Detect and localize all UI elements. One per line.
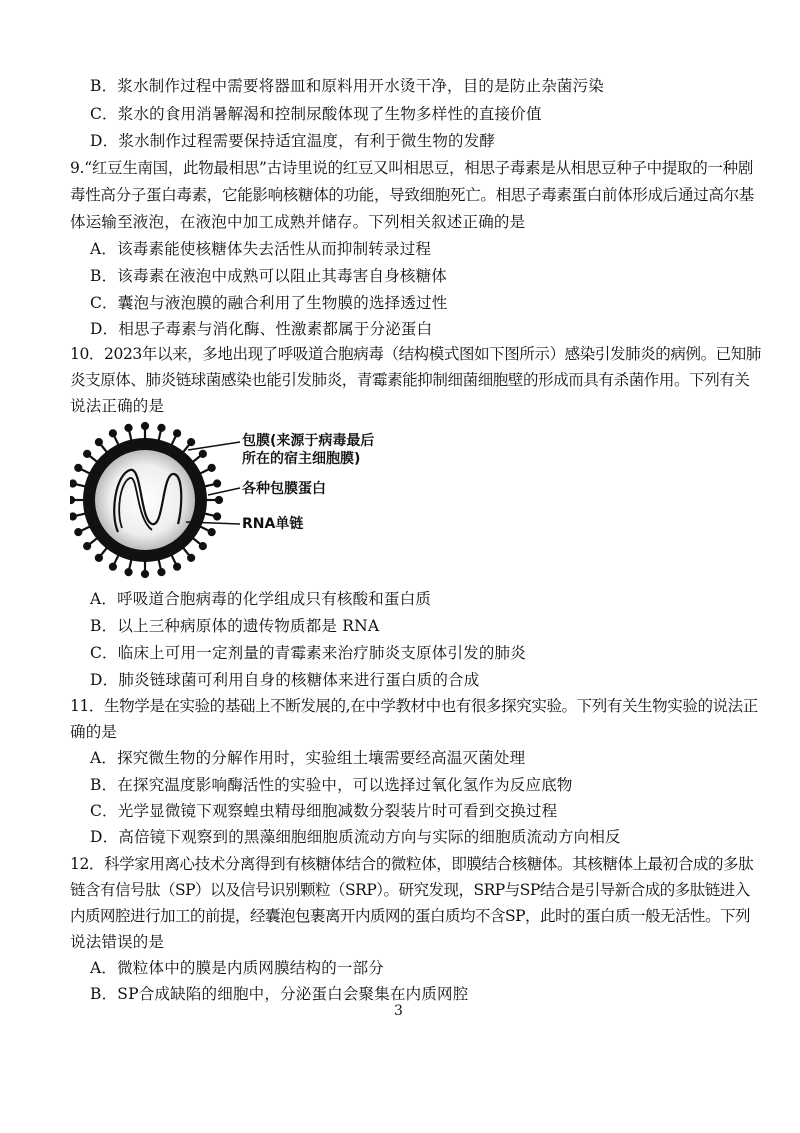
envelope-spike-tip <box>174 430 180 436</box>
envelope-spike-tip <box>200 451 206 457</box>
q9-option-c: C．囊泡与液泡膜的融合利用了生物膜的选择透过性 <box>90 294 448 312</box>
envelope-spike-tip <box>209 529 215 535</box>
protein-leader-line <box>208 488 240 495</box>
q10-option-d: D．肺炎链球菌可利用自身的核糖体来进行蛋白质的合成 <box>90 671 480 689</box>
envelope-spike-tip <box>70 513 76 519</box>
envelope-spike-tip <box>142 571 148 577</box>
envelope-spike-tip <box>110 564 116 570</box>
q10-option-c: C．临床上可用一定剂量的青霉素来治疗肺炎支原体引发的肺炎 <box>90 644 526 662</box>
envelope-spike-tip <box>209 465 215 471</box>
q12-option-b: B．SP合成缺陷的细胞中，分泌蛋白会聚集在内质网腔 <box>90 985 469 1003</box>
q11-stem-line: 确的是 <box>70 723 118 741</box>
q10-option-b: B．以上三种病原体的遗传物质都是 RNA <box>90 617 380 635</box>
virus-structure-figure <box>70 420 410 590</box>
envelope-spike-tip <box>96 555 102 561</box>
q9-option-d: D．相思子毒素与消化酶、性激素都属于分泌蛋白 <box>90 320 433 338</box>
q9-option-b: B．该毒素在液泡中成熟可以阻止其毒害自身核糖体 <box>90 267 447 285</box>
envelope-spike-tip <box>158 425 164 431</box>
envelope-spike-tip <box>216 497 222 503</box>
envelope-label-cont: 所在的宿主细胞膜) <box>242 451 361 467</box>
envelope-spike-tip <box>214 513 220 519</box>
q10-stem-line: 10．2023年以来，多地出现了呼吸道合胞病毒（结构模式图如下图所示）感染引发肺炎的病例。已知肺 <box>70 345 761 363</box>
q9-stem-line: 9.“红豆生南国，此物最相思”古诗里说的红豆又叫相思豆，相思子毒素是从相思豆种子中提取的一种剧 <box>70 159 754 177</box>
envelope-spike-tip <box>84 543 90 549</box>
envelope-spike-tip <box>188 439 194 445</box>
q10-stem-line: 说法正确的是 <box>70 397 165 415</box>
q10-stem-line: 炎支原体、肺炎链球菌感染也能引发肺炎，青霉素能抑制细菌细胞壁的形成而具有杀菌作用。下列有关 <box>70 371 750 389</box>
q12-stem-line: 说法错误的是 <box>70 933 165 951</box>
envelope-spike-tip <box>70 481 76 487</box>
envelope-spike-tip <box>75 465 81 471</box>
q10-option-a: A．呼吸道合胞病毒的化学组成只有核酸和蛋白质 <box>90 590 432 608</box>
rna-strand-label: RNA单链 <box>242 516 304 532</box>
envelope-proteins-label: 各种包膜蛋白 <box>242 481 326 497</box>
envelope-spike-tip <box>158 569 164 575</box>
envelope-spike-tip <box>126 425 132 431</box>
q11-option-b: B．在探究温度影响酶活性的实验中，可以选择过氧化氢作为反应底物 <box>90 776 573 794</box>
q8-option-d: D．浆水制作过程需要保持适宜温度，有利于微生物的发酵 <box>90 132 496 150</box>
envelope-label: 包膜(来源于病毒最后 <box>242 433 375 449</box>
envelope-spike-tip <box>142 423 148 429</box>
q11-option-d: D．高倍镜下观察到的黑藻细胞细胞质流动方向与实际的细胞质流动方向相反 <box>90 828 621 846</box>
envelope-spike-tip <box>214 481 220 487</box>
envelope-spike-tip <box>174 564 180 570</box>
q12-stem-line: 链含有信号肽（SP）以及信号识别颗粒（SRP）。研究发现，SRP与SP结合是引导新合成的多肽链进入 <box>70 881 750 899</box>
page-number: 3 <box>394 1003 403 1019</box>
envelope-spike-tip <box>188 555 194 561</box>
envelope-spike-tip <box>75 529 81 535</box>
q8-option-c: C．浆水的食用消暑解渴和控制尿酸体现了生物多样性的直接价值 <box>90 105 542 123</box>
envelope-leader-line <box>188 442 240 450</box>
q9-stem-line: 体运输至液泡，在液泡中加工成熟并储存。下列相关叙述正确的是 <box>70 213 526 231</box>
q11-stem-line: 11．生物学是在实验的基础上不断发展的,在中学教材中也有很多探究实验。下列有关生物实验的说法正 <box>70 697 758 715</box>
q12-stem-line: 内质网腔进行加工的前提，经囊泡包裹离开内质网的蛋白质均不含SP，此时的蛋白质一般无活性。下列 <box>70 907 751 925</box>
q12-stem-line: 12．科学家用离心技术分离得到有核糖体结合的微粒体，即膜结合核糖体。其核糖体上最初合成的多肽 <box>70 855 754 873</box>
q11-option-a: A．探究微生物的分解作用时，实验组土壤需要经高温灭菌处理 <box>90 749 526 767</box>
q12-option-a: A．微粒体中的膜是内质网膜结构的一部分 <box>90 959 384 977</box>
envelope-spike-tip <box>84 451 90 457</box>
q8-option-b: B．浆水制作过程中需要将器皿和原料用开水烫干净，目的是防止杂菌污染 <box>90 77 604 95</box>
envelope-spike-tip <box>200 543 206 549</box>
q11-option-c: C．光学显微镜下观察蝗虫精母细胞减数分裂装片时可看到交换过程 <box>90 802 558 820</box>
q9-option-a: A．该毒素能使核糖体失去活性从而抑制转录过程 <box>90 240 432 258</box>
envelope-spike-tip <box>110 430 116 436</box>
envelope-spike-tip <box>70 497 74 503</box>
envelope-spike-tip <box>126 569 132 575</box>
envelope-spike-tip <box>96 439 102 445</box>
q9-stem-line: 毒性高分子蛋白毒素，它能影响核糖体的功能，导致细胞死亡。相思子毒素蛋白前体形成后通过高尔基 <box>70 186 755 204</box>
